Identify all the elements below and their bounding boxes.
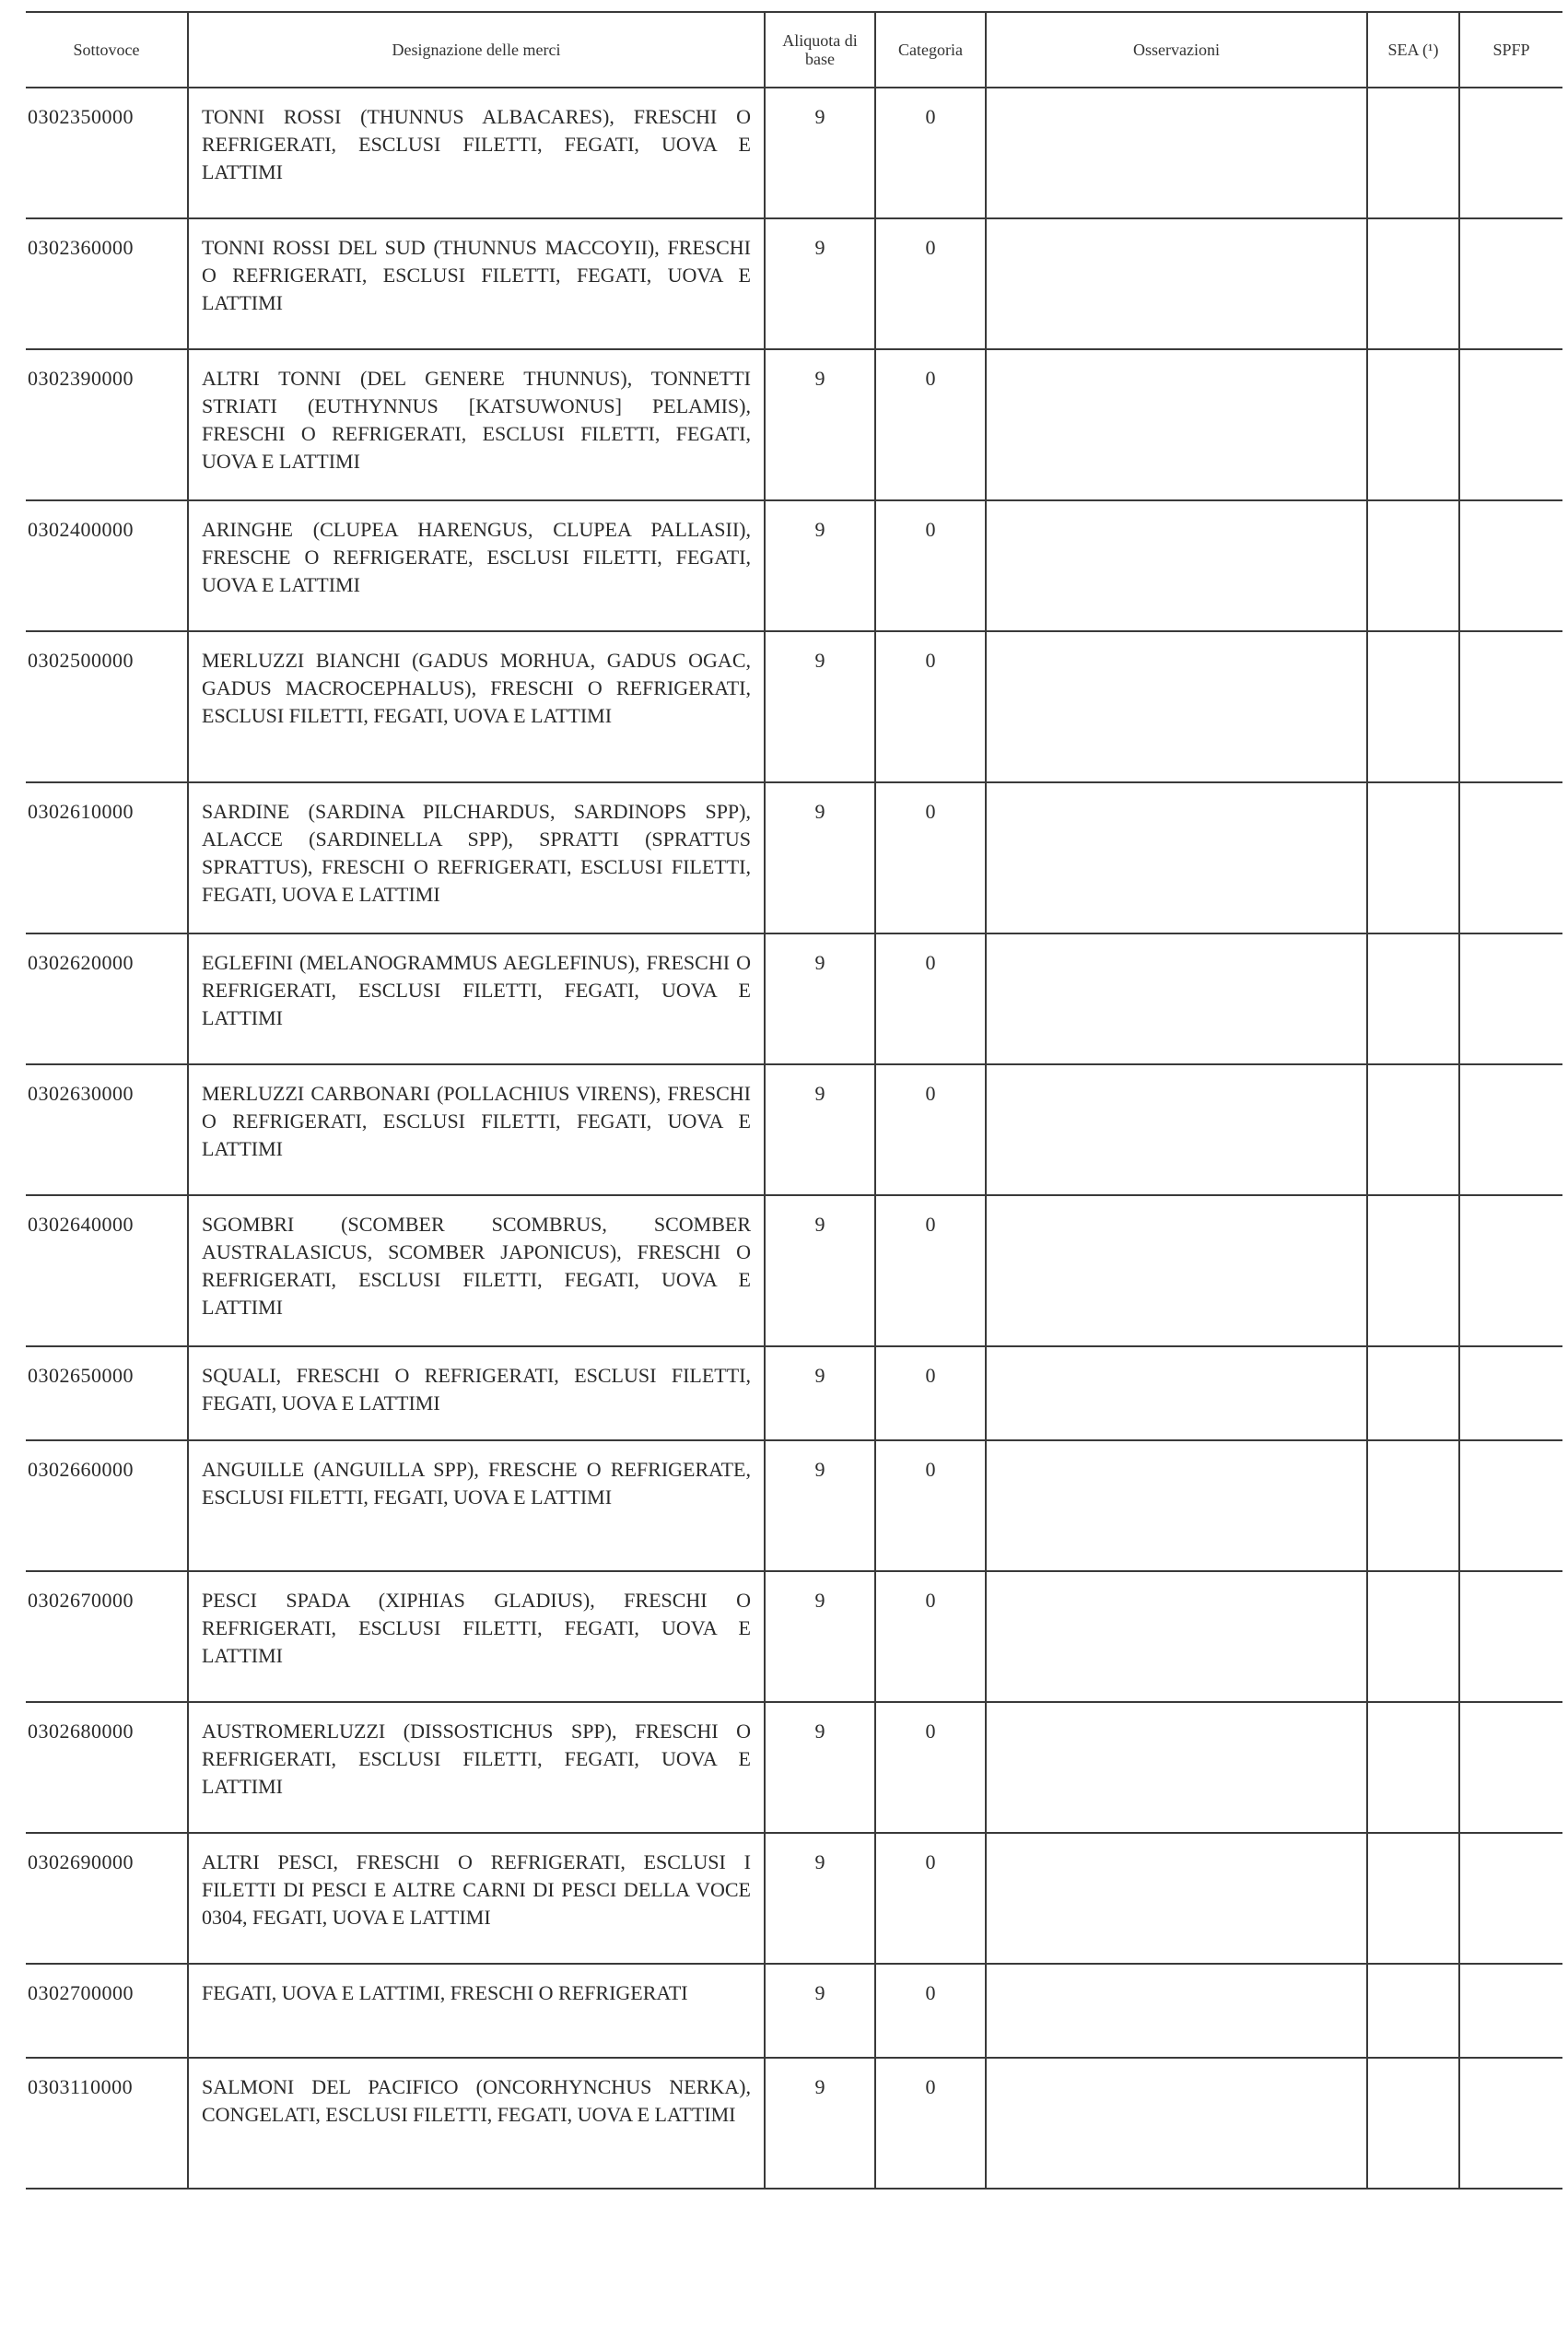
cell-category: 0 [875,1964,986,2058]
cell-spfp [1459,631,1562,782]
cell-code: 0303110000 [26,2058,188,2189]
header-category: Categoria [875,12,986,88]
cell-observations [986,933,1367,1064]
cell-description: SGOMBRI (SCOMBER SCOMBRUS, SCOMBER AUSTRALASICUS, SCOMBER JAPONICUS), FRESCHI O REFRIGERATI, ESCLUSI FILETTI, FEGATI, UOVA E LATTIMI [188,1195,765,1346]
cell-sea [1367,1440,1459,1571]
header-spfp: SPFP [1459,12,1562,88]
cell-code: 0302630000 [26,1064,188,1195]
table-row [26,2058,1562,2189]
cell-code: 0302400000 [26,500,188,631]
cell-observations [986,1195,1367,1346]
cell-sea [1367,1346,1459,1440]
cell-observations [986,1964,1367,2058]
cell-code: 0302680000 [26,1702,188,1833]
table-row [26,782,1562,933]
cell-observations [986,2058,1367,2189]
cell-code: 0302360000 [26,218,188,349]
cell-spfp [1459,1064,1562,1195]
cell-code: 0302690000 [26,1833,188,1964]
cell-spfp [1459,349,1562,500]
cell-sea [1367,782,1459,933]
cell-base-rate: 9 [765,1064,875,1195]
cell-observations [986,1064,1367,1195]
cell-observations [986,1571,1367,1702]
cell-spfp [1459,1346,1562,1440]
cell-spfp [1459,2058,1562,2189]
cell-sea [1367,631,1459,782]
cell-description: TONNI ROSSI DEL SUD (THUNNUS MACCOYII), FRESCHI O REFRIGERATI, ESCLUSI FILETTI, FEGATI, UOVA E LATTIMI [188,218,765,349]
table-row [26,1440,1562,1571]
cell-sea [1367,349,1459,500]
cell-description: MERLUZZI CARBONARI (POLLACHIUS VIRENS), FRESCHI O REFRIGERATI, ESCLUSI FILETTI, FEGATI, UOVA E LATTIMI [188,1064,765,1195]
table-row [26,88,1562,218]
cell-observations [986,500,1367,631]
cell-description: TONNI ROSSI (THUNNUS ALBACARES), FRESCHI O REFRIGERATI, ESCLUSI FILETTI, FEGATI, UOVA E LATTIMI [188,88,765,218]
cell-base-rate: 9 [765,1195,875,1346]
cell-base-rate: 9 [765,631,875,782]
cell-base-rate: 9 [765,349,875,500]
cell-category: 0 [875,782,986,933]
cell-base-rate: 9 [765,218,875,349]
cell-spfp [1459,88,1562,218]
cell-description: MERLUZZI BIANCHI (GADUS MORHUA, GADUS OGAC, GADUS MACROCEPHALUS), FRESCHI O REFRIGERATI, ESCLUSI FILETTI, FEGATI, UOVA E LATTIMI [188,631,765,782]
cell-description: PESCI SPADA (XIPHIAS GLADIUS), FRESCHI O REFRIGERATI, ESCLUSI FILETTI, FEGATI, UOVA E LATTIMI [188,1571,765,1702]
table-row [26,1833,1562,1964]
cell-category: 0 [875,218,986,349]
cell-spfp [1459,1833,1562,1964]
cell-observations [986,1440,1367,1571]
cell-code: 0302660000 [26,1440,188,1571]
cell-description: AUSTROMERLUZZI (DISSOSTICHUS SPP), FRESCHI O REFRIGERATI, ESCLUSI FILETTI, FEGATI, UOVA E LATTIMI [188,1702,765,1833]
cell-sea [1367,1833,1459,1964]
header-sea: SEA (¹) [1367,12,1459,88]
cell-observations [986,631,1367,782]
cell-base-rate: 9 [765,88,875,218]
cell-description: ALTRI TONNI (DEL GENERE THUNNUS), TONNETTI STRIATI (EUTHYNNUS [KATSUWONUS] PELAMIS), FRESCHI O REFRIGERATI, ESCLUSI FILETTI, FEGATI, UOVA E LATTIMI [188,349,765,500]
table-row [26,500,1562,631]
table-row [26,1571,1562,1702]
cell-sea [1367,1571,1459,1702]
cell-sea [1367,500,1459,631]
cell-observations [986,1702,1367,1833]
cell-spfp [1459,1571,1562,1702]
cell-category: 0 [875,631,986,782]
cell-category: 0 [875,1702,986,1833]
cell-code: 0302620000 [26,933,188,1064]
cell-observations [986,349,1367,500]
cell-observations [986,782,1367,933]
cell-base-rate: 9 [765,1571,875,1702]
table-row [26,1064,1562,1195]
header-base-rate: Aliquota di base [765,12,875,88]
cell-category: 0 [875,1346,986,1440]
cell-sea [1367,933,1459,1064]
cell-category: 0 [875,1195,986,1346]
cell-spfp [1459,933,1562,1064]
cell-code: 0302500000 [26,631,188,782]
cell-sea [1367,218,1459,349]
header-description: Designazione delle merci [188,12,765,88]
cell-sea [1367,1702,1459,1833]
cell-code: 0302640000 [26,1195,188,1346]
cell-category: 0 [875,1064,986,1195]
cell-description: EGLEFINI (MELANOGRAMMUS AEGLEFINUS), FRESCHI O REFRIGERATI, ESCLUSI FILETTI, FEGATI, UOVA E LATTIMI [188,933,765,1064]
cell-description: SARDINE (SARDINA PILCHARDUS, SARDINOPS SPP), ALACCE (SARDINELLA SPP), SPRATTI (SPRATTUS SPRATTUS), FRESCHI O REFRIGERATI, ESCLUSI FILETTI, FEGATI, UOVA E LATTIMI [188,782,765,933]
cell-code: 0302350000 [26,88,188,218]
cell-category: 0 [875,2058,986,2189]
cell-spfp [1459,218,1562,349]
cell-observations [986,1833,1367,1964]
cell-base-rate: 9 [765,1346,875,1440]
cell-category: 0 [875,349,986,500]
cell-description: SALMONI DEL PACIFICO (ONCORHYNCHUS NERKA), CONGELATI, ESCLUSI FILETTI, FEGATI, UOVA E LATTIMI [188,2058,765,2189]
cell-sea [1367,2058,1459,2189]
cell-base-rate: 9 [765,782,875,933]
cell-code: 0302390000 [26,349,188,500]
cell-base-rate: 9 [765,1833,875,1964]
tariff-table [26,11,1562,2190]
cell-description: SQUALI, FRESCHI O REFRIGERATI, ESCLUSI FILETTI, FEGATI, UOVA E LATTIMI [188,1346,765,1440]
cell-code: 0302700000 [26,1964,188,2058]
cell-sea [1367,1195,1459,1346]
table-header-row [26,12,1562,88]
table-row [26,349,1562,500]
cell-spfp [1459,1964,1562,2058]
cell-code: 0302670000 [26,1571,188,1702]
cell-base-rate: 9 [765,1964,875,2058]
table-row [26,933,1562,1064]
cell-observations [986,218,1367,349]
table-row [26,218,1562,349]
cell-category: 0 [875,1440,986,1571]
cell-base-rate: 9 [765,2058,875,2189]
cell-description: ANGUILLE (ANGUILLA SPP), FRESCHE O REFRIGERATE, ESCLUSI FILETTI, FEGATI, UOVA E LATTIMI [188,1440,765,1571]
cell-spfp [1459,1702,1562,1833]
table-row [26,1346,1562,1440]
cell-base-rate: 9 [765,500,875,631]
tariff-table-page [26,11,1562,2190]
table-row [26,631,1562,782]
header-observations: Osservazioni [986,12,1367,88]
cell-category: 0 [875,1571,986,1702]
cell-spfp [1459,1195,1562,1346]
table-row [26,1964,1562,2058]
cell-sea [1367,1064,1459,1195]
cell-code: 0302610000 [26,782,188,933]
cell-observations [986,88,1367,218]
header-code: Sottovoce [26,12,188,88]
cell-sea [1367,1964,1459,2058]
cell-spfp [1459,500,1562,631]
cell-code: 0302650000 [26,1346,188,1440]
cell-base-rate: 9 [765,1440,875,1571]
cell-category: 0 [875,88,986,218]
cell-category: 0 [875,500,986,631]
cell-sea [1367,88,1459,218]
cell-category: 0 [875,1833,986,1964]
cell-description: ALTRI PESCI, FRESCHI O REFRIGERATI, ESCLUSI I FILETTI DI PESCI E ALTRE CARNI DI PESCI DELLA VOCE 0304, FEGATI, UOVA E LATTIMI [188,1833,765,1964]
table-row [26,1702,1562,1833]
table-row [26,1195,1562,1346]
cell-category: 0 [875,933,986,1064]
cell-base-rate: 9 [765,933,875,1064]
cell-spfp [1459,1440,1562,1571]
cell-base-rate: 9 [765,1702,875,1833]
cell-description: FEGATI, UOVA E LATTIMI, FRESCHI O REFRIGERATI [188,1964,765,2058]
cell-description: ARINGHE (CLUPEA HARENGUS, CLUPEA PALLASII), FRESCHE O REFRIGERATE, ESCLUSI FILETTI, FEGATI, UOVA E LATTIMI [188,500,765,631]
cell-spfp [1459,782,1562,933]
cell-observations [986,1346,1367,1440]
